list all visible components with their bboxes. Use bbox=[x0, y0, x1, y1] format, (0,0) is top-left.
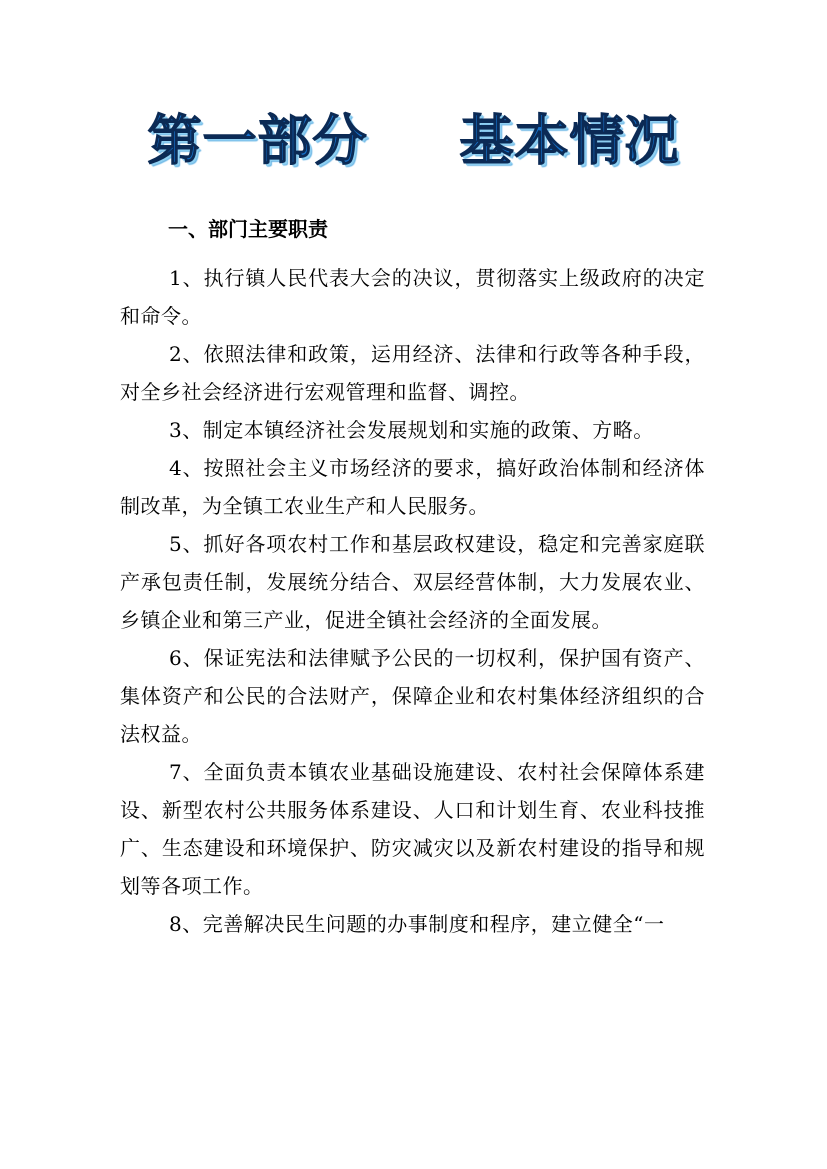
title-part-1: 第一部分 bbox=[147, 108, 368, 172]
title-part-2: 基本情况 bbox=[459, 108, 680, 172]
duty-paragraph-6: 6、保证宪法和法律赋予公民的一切权利，保护国有资产、集体资产和公民的合法财产，保障企业和农村集体经济组织的合法权益。 bbox=[120, 646, 705, 746]
section-heading: 一、部门主要职责 bbox=[168, 217, 328, 241]
duty-paragraph-1: 1、执行镇人民代表大会的决议，贯彻落实上级政府的决定和命令。 bbox=[120, 266, 705, 328]
duty-paragraph-8: 8、完善解决民生问题的办事制度和程序，建立健全“一 bbox=[169, 912, 665, 936]
duties-list bbox=[120, 259, 705, 943]
duty-paragraph-7: 7、全面负责本镇农业基础设施建设、农村社会保障体系建设、新型农村公共服务体系建设、人口和计划生育、农业科技推广、生态建设和环境保护、防灾减灾以及新农村建设的指导和规划等各项工作。 bbox=[120, 760, 705, 898]
duty-paragraph-3: 3、制定本镇经济社会发展规划和实施的政策、方略。 bbox=[169, 418, 654, 442]
page-title bbox=[0, 98, 827, 174]
duty-paragraph-5: 5、抓好各项农村工作和基层政权建设，稳定和完善家庭联产承包责任制，发展统分结合、双层经营体制，大力发展农业、乡镇企业和第三产业，促进全镇社会经济的全面发展。 bbox=[120, 532, 705, 632]
duty-paragraph-2: 2、依照法律和政策，运用经济、法律和行政等各种手段，对全乡社会经济进行宏观管理和监督、调控。 bbox=[120, 342, 705, 404]
duty-paragraph-4: 4、按照社会主义市场经济的要求，搞好政治体制和经济体制改革，为全镇工农业生产和人民服务。 bbox=[120, 456, 705, 518]
